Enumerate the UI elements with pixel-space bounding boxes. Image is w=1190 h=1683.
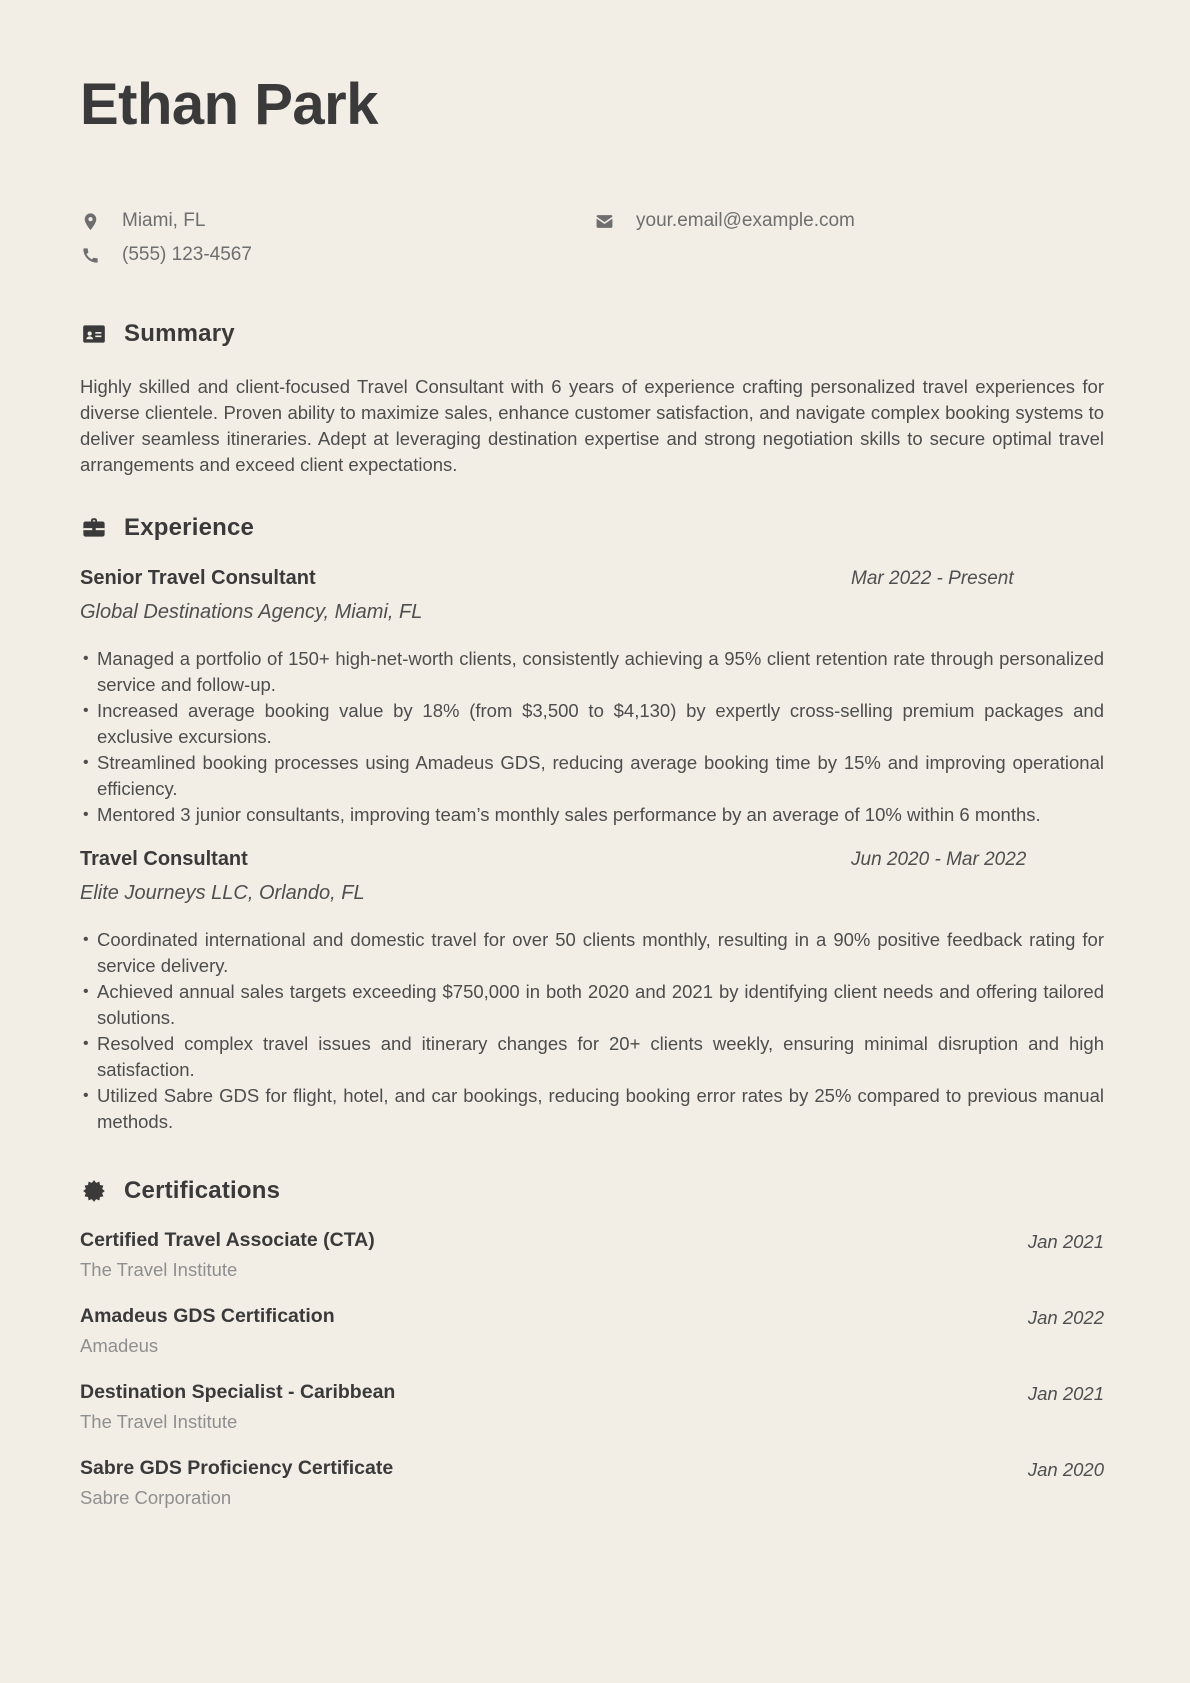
job-dates: Mar 2022 - Present: [851, 568, 1014, 589]
job-company: Elite Journeys LLC, Orlando, FL: [80, 882, 365, 904]
contact-email-text: your.email@example.com: [636, 210, 855, 231]
certification-info: [80, 1229, 375, 1281]
certification-issuer: The Travel Institute: [80, 1259, 238, 1280]
summary-header: [80, 320, 1104, 348]
certification-info: [80, 1305, 335, 1357]
experience-header: [80, 514, 1104, 542]
contact-left-column: [80, 210, 558, 266]
job-header: [80, 567, 1104, 590]
certification-info: [80, 1457, 393, 1509]
phone-icon: [80, 245, 100, 265]
certification-info: [80, 1381, 395, 1433]
contact-location-text: Miami, FL: [122, 210, 206, 231]
certification-date: Jan 2021: [1027, 1231, 1104, 1252]
certifications-section: [80, 1177, 1104, 1509]
person-name: Ethan Park: [80, 72, 378, 137]
certification-issuer: The Travel Institute: [80, 1411, 238, 1432]
bullet-item: • Achieved annual sales targets exceeding $750,000 in both 2020 and 2021 by identifying client needs and offering tailored solutions.: [80, 979, 1104, 1031]
job-dates: Jun 2020 - Mar 2022: [851, 849, 1027, 870]
bullet-item: • Coordinated international and domestic travel for over 50 clients monthly, resulting in a 90% positive feedback rating for service delivery.: [80, 927, 1104, 979]
id-card-icon: [80, 321, 107, 348]
certification-title: Destination Specialist - Caribbean: [80, 1381, 396, 1403]
certification-title: Certified Travel Associate (CTA): [80, 1229, 375, 1251]
certification-date: Jan 2021: [1027, 1383, 1104, 1404]
summary-title: Summary: [124, 320, 235, 347]
envelope-icon: [594, 211, 614, 231]
experience-title: Experience: [124, 514, 255, 541]
job-title: Travel Consultant: [80, 848, 248, 870]
job-title: Senior Travel Consultant: [80, 567, 316, 589]
job-bullets: [80, 646, 1104, 828]
contact-phone-text: (555) 123-4567: [122, 244, 252, 265]
bullet-item: • Increased average booking value by 18% (from $3,500 to $4,130) by expertly cross-selling premium packages and exclusive excursions.: [80, 698, 1104, 750]
certification-item: [80, 1229, 1104, 1281]
certification-item: [80, 1305, 1104, 1357]
briefcase-icon: [80, 515, 107, 542]
summary-text: Highly skilled and client-focused Travel Consultant with 6 years of experience crafting personalized travel experiences for diverse clientele. Proven ability to maximize sales, enhance customer satisfaction, and navigate complex booking systems to deliver seamless itineraries. Adept at leveraging destination expertise and strong negotiation skills to secure optimal travel arrangements and exceed client expectations.: [80, 376, 1104, 475]
bullet-item: • Managed a portfolio of 150+ high-net-worth clients, consistently achieving a 95% client retention rate through personalized service and follow-up.: [80, 646, 1104, 698]
certification-item: [80, 1457, 1104, 1509]
certifications-list: [80, 1229, 1104, 1509]
job-header: [80, 848, 1104, 871]
certification-date: Jan 2020: [1027, 1459, 1104, 1480]
experience-job: [80, 567, 1104, 828]
bullet-item: • Mentored 3 junior consultants, improving team’s monthly sales performance by an average of 10% within 6 months.: [80, 802, 1104, 828]
certificate-icon: [80, 1178, 107, 1205]
certification-title: Sabre GDS Proficiency Certificate: [80, 1457, 394, 1479]
bullet-item: • Utilized Sabre GDS for flight, hotel, and car bookings, reducing booking error rates by 25% compared to previous manual methods.: [80, 1083, 1104, 1135]
bullet-item: • Streamlined booking processes using Amadeus GDS, reducing average booking time by 15% and improving operational efficiency.: [80, 750, 1104, 802]
certification-issuer: Amadeus: [80, 1335, 159, 1356]
summary-section: [80, 320, 1104, 478]
contact-right-column: [594, 210, 1104, 266]
bullet-item: • Resolved complex travel issues and itinerary changes for 20+ clients weekly, ensuring minimal disruption and high satisfaction.: [80, 1031, 1104, 1083]
contact-phone: [80, 244, 558, 266]
map-marker-icon: [80, 211, 100, 231]
certifications-title: Certifications: [124, 1177, 281, 1204]
certifications-header: [80, 1177, 1104, 1205]
contact-section: [80, 210, 1104, 266]
experience-section: [80, 514, 1104, 1135]
contact-email: [594, 210, 1104, 232]
certification-issuer: Sabre Corporation: [80, 1487, 232, 1508]
experience-job: [80, 848, 1104, 1135]
certification-title: Amadeus GDS Certification: [80, 1305, 335, 1327]
certification-item: [80, 1381, 1104, 1433]
contact-location: [80, 210, 558, 232]
job-bullets: [80, 927, 1104, 1135]
certification-date: Jan 2022: [1027, 1307, 1104, 1328]
job-company: Global Destinations Agency, Miami, FL: [80, 601, 423, 623]
